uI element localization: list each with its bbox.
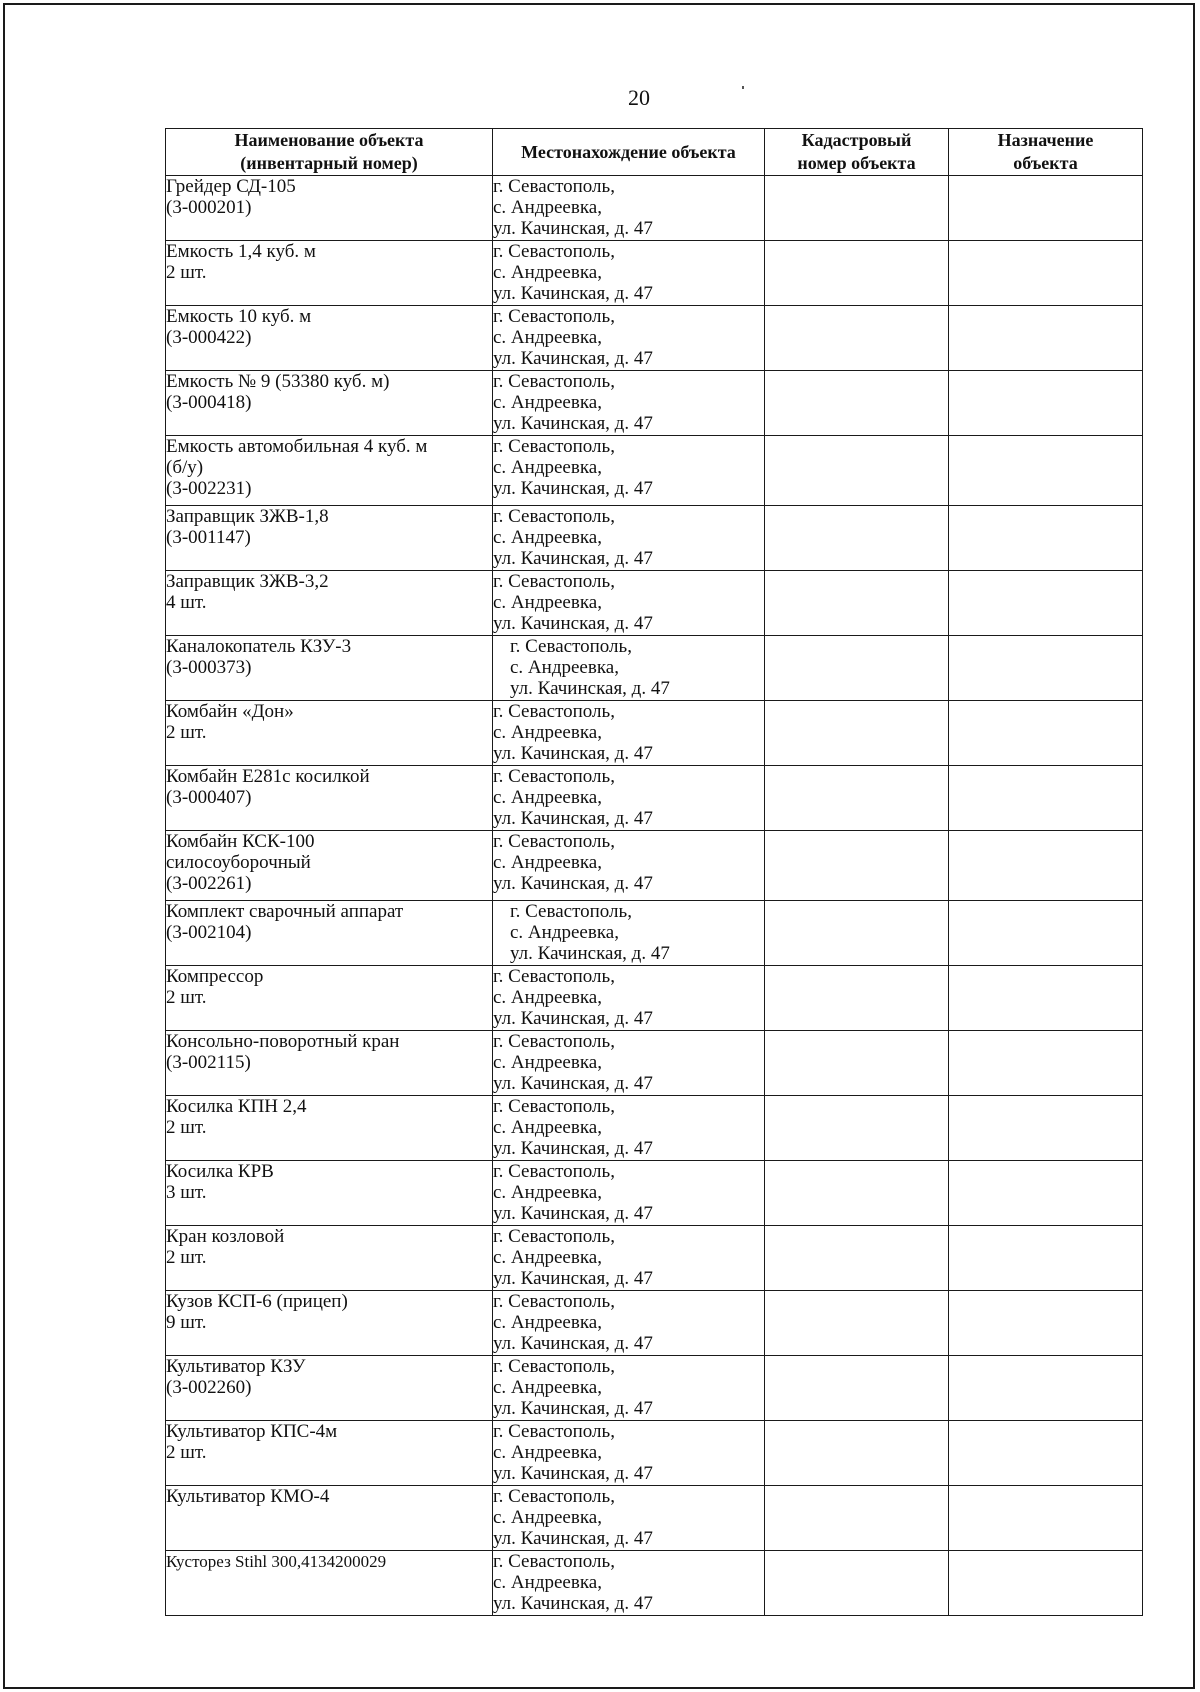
object-location-cell: г. Севастополь, с. Андреевка, ул. Качинская, д. 47 <box>493 1291 765 1356</box>
object-name-cell: Культиватор КЗУ (3-002260) <box>166 1356 493 1421</box>
object-name-cell: Культиватор КПС-4м 2 шт. <box>166 1421 493 1486</box>
table-row <box>166 1486 1143 1551</box>
table-row <box>166 306 1143 371</box>
object-name-cell: Емкость 1,4 куб. м 2 шт. <box>166 241 493 306</box>
header-object-purpose: Назначение объекта <box>949 129 1143 176</box>
object-location-cell: г. Севастополь, с. Андреевка, ул. Качинская, д. 47 <box>493 371 765 436</box>
object-name-cell: Консольно-поворотный кран (3-002115) <box>166 1031 493 1096</box>
cadastral-number-cell <box>765 701 949 766</box>
table-row <box>166 436 1143 506</box>
object-name-cell: Заправщик ЗЖВ-3,2 4 шт. <box>166 571 493 636</box>
object-purpose-cell <box>949 831 1143 901</box>
object-location-cell: г. Севастополь, с. Андреевка, ул. Качинская, д. 47 <box>493 1356 765 1421</box>
cadastral-number-cell <box>765 1356 949 1421</box>
object-purpose-cell <box>949 1291 1143 1356</box>
object-purpose-cell <box>949 436 1143 506</box>
page-number: 20 <box>628 85 650 110</box>
table-row <box>166 1096 1143 1161</box>
object-purpose-cell <box>949 306 1143 371</box>
table-row <box>166 901 1143 966</box>
cadastral-number-cell <box>765 1226 949 1291</box>
header-object-location: Местонахождение объекта <box>493 129 765 176</box>
cadastral-number-cell <box>765 901 949 966</box>
object-location-cell: г. Севастополь, с. Андреевка, ул. Качинская, д. 47 <box>493 1421 765 1486</box>
object-purpose-cell <box>949 766 1143 831</box>
header-cadastral-number: Кадастровый номер объекта <box>765 129 949 176</box>
cadastral-number-cell <box>765 506 949 571</box>
object-name-cell: Кузов КСП-6 (прицеп) 9 шт. <box>166 1291 493 1356</box>
table-row <box>166 506 1143 571</box>
object-purpose-cell <box>949 1421 1143 1486</box>
cadastral-number-cell <box>765 636 949 701</box>
cadastral-number-cell <box>765 176 949 241</box>
table-row <box>166 1031 1143 1096</box>
object-purpose-cell <box>949 571 1143 636</box>
table-row <box>166 241 1143 306</box>
header-object-name: Наименование объекта (инвентарный номер) <box>166 129 493 176</box>
object-name-cell: Емкость № 9 (53380 куб. м) (3-000418) <box>166 371 493 436</box>
table-row <box>166 831 1143 901</box>
object-name-cell: Кран козловой 2 шт. <box>166 1226 493 1291</box>
object-purpose-cell <box>949 371 1143 436</box>
cadastral-number-cell <box>765 966 949 1031</box>
object-purpose-cell <box>949 966 1143 1031</box>
object-purpose-cell <box>949 1161 1143 1226</box>
object-location-cell: г. Севастополь, с. Андреевка, ул. Качинская, д. 47 <box>493 1096 765 1161</box>
object-location-cell: г. Севастополь, с. Андреевка, ул. Качинская, д. 47 <box>493 636 765 701</box>
table-row <box>166 1291 1143 1356</box>
object-location-cell: г. Севастополь, с. Андреевка, ул. Качинская, д. 47 <box>493 436 765 506</box>
object-location-cell: г. Севастополь, с. Андреевка, ул. Качинская, д. 47 <box>493 241 765 306</box>
object-name-cell: Грейдер СД-105 (3-000201) <box>166 176 493 241</box>
cadastral-number-cell <box>765 1031 949 1096</box>
cadastral-number-cell <box>765 306 949 371</box>
table-row <box>166 571 1143 636</box>
cadastral-number-cell <box>765 1486 949 1551</box>
cadastral-number-cell <box>765 766 949 831</box>
table-row <box>166 371 1143 436</box>
object-name-cell: Культиватор КМО-4 <box>166 1486 493 1551</box>
cadastral-number-cell <box>765 1421 949 1486</box>
object-purpose-cell <box>949 1356 1143 1421</box>
object-location-cell: г. Севастополь, с. Андреевка, ул. Качинская, д. 47 <box>493 1161 765 1226</box>
object-location-cell: г. Севастополь, с. Андреевка, ул. Качинская, д. 47 <box>493 831 765 901</box>
object-name-cell: Компрессор 2 шт. <box>166 966 493 1031</box>
object-location-cell: г. Севастополь, с. Андреевка, ул. Качинская, д. 47 <box>493 1031 765 1096</box>
object-purpose-cell <box>949 1226 1143 1291</box>
object-purpose-cell <box>949 701 1143 766</box>
table-header-row <box>166 129 1143 176</box>
scan-mark <box>742 86 744 89</box>
cadastral-number-cell <box>765 1096 949 1161</box>
object-location-cell: г. Севастополь, с. Андреевка, ул. Качинская, д. 47 <box>493 1226 765 1291</box>
object-name-cell: Кусторез Stihl 300,4134200029 <box>166 1551 493 1616</box>
table-row <box>166 1421 1143 1486</box>
object-purpose-cell <box>949 1551 1143 1616</box>
property-table <box>165 128 1143 1616</box>
object-name-cell: Косилка КПН 2,4 2 шт. <box>166 1096 493 1161</box>
object-purpose-cell <box>949 636 1143 701</box>
object-purpose-cell <box>949 1096 1143 1161</box>
object-purpose-cell <box>949 241 1143 306</box>
table-row <box>166 1161 1143 1226</box>
table-row <box>166 1226 1143 1291</box>
table-row <box>166 1356 1143 1421</box>
cadastral-number-cell <box>765 1551 949 1616</box>
cadastral-number-cell <box>765 571 949 636</box>
object-name-cell: Комбайн «Дон» 2 шт. <box>166 701 493 766</box>
object-name-cell: Емкость автомобильная 4 куб. м (б/у) (3-002231) <box>166 436 493 506</box>
object-purpose-cell <box>949 1031 1143 1096</box>
object-purpose-cell <box>949 506 1143 571</box>
object-location-cell: г. Севастополь, с. Андреевка, ул. Качинская, д. 47 <box>493 176 765 241</box>
table-row <box>166 966 1143 1031</box>
object-location-cell: г. Севастополь, с. Андреевка, ул. Качинская, д. 47 <box>493 901 765 966</box>
object-location-cell: г. Севастополь, с. Андреевка, ул. Качинская, д. 47 <box>493 966 765 1031</box>
object-location-cell: г. Севастополь, с. Андреевка, ул. Качинская, д. 47 <box>493 571 765 636</box>
object-location-cell: г. Севастополь, с. Андреевка, ул. Качинская, д. 47 <box>493 1551 765 1616</box>
object-name-cell: Комбайн Е281с косилкой (3-000407) <box>166 766 493 831</box>
object-purpose-cell <box>949 901 1143 966</box>
table-row <box>166 701 1143 766</box>
table-row <box>166 1551 1143 1616</box>
table-row <box>166 766 1143 831</box>
table-row <box>166 636 1143 701</box>
object-purpose-cell <box>949 176 1143 241</box>
object-location-cell: г. Севастополь, с. Андреевка, ул. Качинская, д. 47 <box>493 701 765 766</box>
object-location-cell: г. Севастополь, с. Андреевка, ул. Качинская, д. 47 <box>493 1486 765 1551</box>
cadastral-number-cell <box>765 371 949 436</box>
cadastral-number-cell <box>765 1291 949 1356</box>
cadastral-number-cell <box>765 436 949 506</box>
object-name-cell: Комбайн КСК-100 силосоуборочный (3-002261) <box>166 831 493 901</box>
object-name-cell: Емкость 10 куб. м (3-000422) <box>166 306 493 371</box>
object-name-cell: Заправщик ЗЖВ-1,8 (3-001147) <box>166 506 493 571</box>
object-name-cell: Комплект сварочный аппарат (3-002104) <box>166 901 493 966</box>
object-location-cell: г. Севастополь, с. Андреевка, ул. Качинская, д. 47 <box>493 506 765 571</box>
cadastral-number-cell <box>765 831 949 901</box>
object-name-cell: Косилка КРВ 3 шт. <box>166 1161 493 1226</box>
table-row <box>166 176 1143 241</box>
object-name-cell: Каналокопатель КЗУ-3 (3-000373) <box>166 636 493 701</box>
object-location-cell: г. Севастополь, с. Андреевка, ул. Качинская, д. 47 <box>493 766 765 831</box>
object-purpose-cell <box>949 1486 1143 1551</box>
cadastral-number-cell <box>765 1161 949 1226</box>
cadastral-number-cell <box>765 241 949 306</box>
object-location-cell: г. Севастополь, с. Андреевка, ул. Качинская, д. 47 <box>493 306 765 371</box>
